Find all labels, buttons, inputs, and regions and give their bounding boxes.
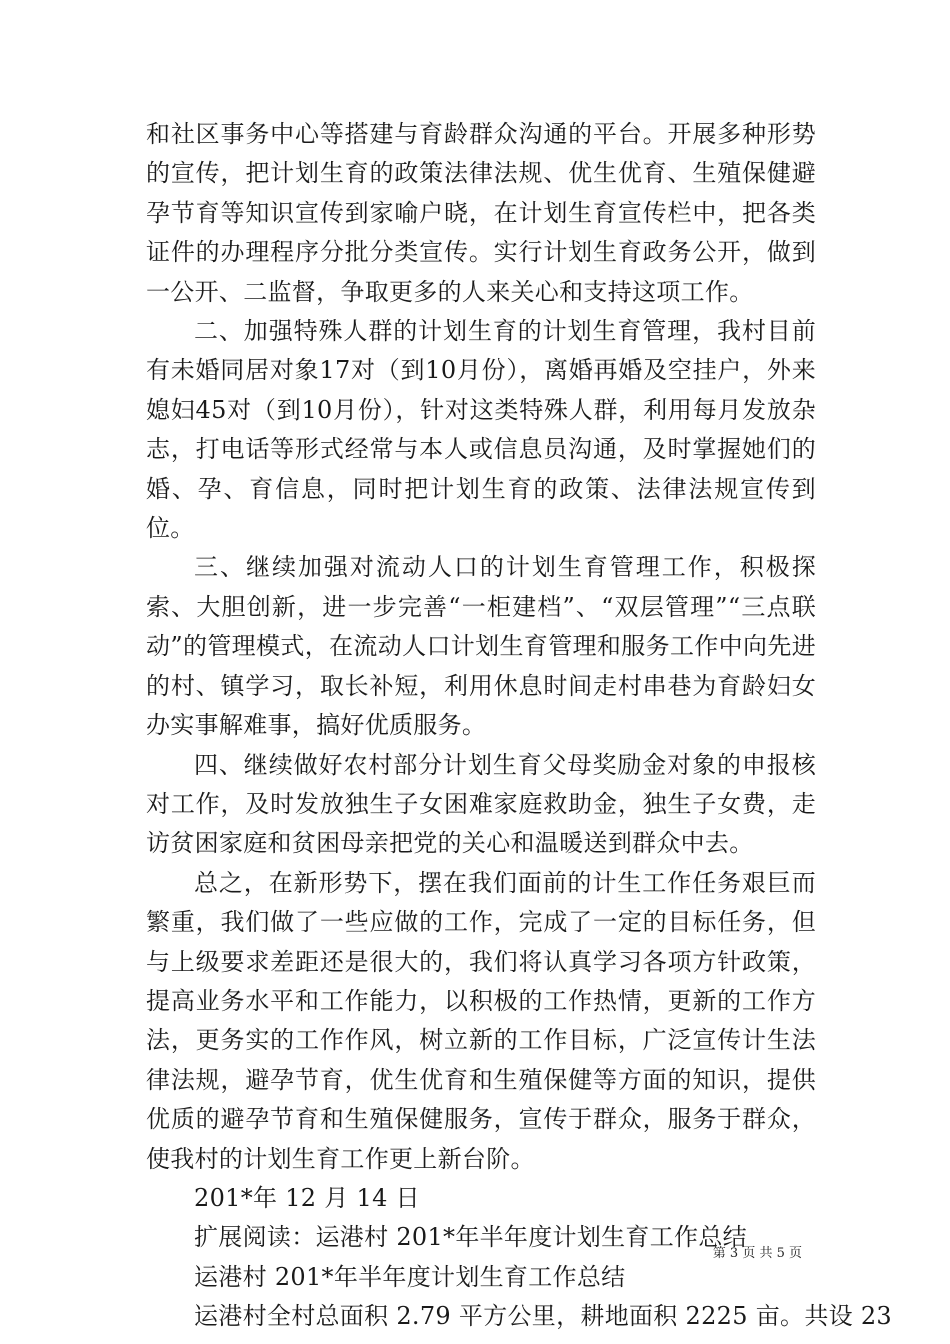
paragraph-intro-continuation: 和社区事务中心等搭建与育龄群众沟通的平台。开展多种形势的宣传，把计划生育的政策法律法规、优生优育、生殖保健避孕节育等知识宣传到家喻户晓，在计划生育宣传栏中，把各类证件的办理程序分批分类宣传。实行计划生育政务公开，做到一公开、二监督，争取更多的人来关心和支持这项工作。 (146, 120, 816, 306)
paragraph-summary: 总之，在新形势下，摆在我们面前的计生工作任务艰巨而繁重，我们做了一些应做的工作，完成了一定的目标任务，但与上级要求差距还是很大的，我们将认真学习各项方针政策，提高业务水平和工作能力，以积极的工作热情，更新的工作方法，更务实的工作作风，树立新的工作目标，广泛宣传计生法律法规，避孕节育，优生优育和生殖保健等方面的知识，提供优质的避孕节育和生殖保健服务，宣传于群众，服务于群众，使我村的计划生育工作更上新台阶。 (146, 868, 816, 1173)
extended-reading-line: 扩展阅读：运港村 201*年半年度计划生育工作总结 (194, 1223, 747, 1252)
document-body (146, 115, 892, 1337)
paragraph-floating-population: 三、继续加强对流动人口的计划生育管理工作，积极探索、大胆创新，进一步完善“一柜建档”、“双层管理”“三点联动”的管理模式，在流动人口计划生育管理和服务工作中向先进的村、镇学习，取长补短，利用休息时间走村串巷为育龄妇女办实事解难事，搞好优质服务。 (146, 553, 816, 740)
section-title: 运港村 201*年半年度计划生育工作总结 (194, 1262, 626, 1291)
paragraph-village-overview: 运港村全村总面积 2.79 平方公里，耕地面积 2225 亩。共设 23 (194, 1302, 892, 1331)
page-number-footer: 第 3 页 共 5 页 (712, 1246, 802, 1261)
date-line: 201*年 12 月 14 日 (194, 1183, 420, 1212)
paragraph-special-groups: 二、加强特殊人群的计划生育的计划生育管理，我村目前有未婚同居对象17对（到10月份），离婚再婚及空挂户，外来媳妇45对（到10月份），针对这类特殊人群，利用每月发放杂志，打电话等形式经常与本人或信息员沟通，及时掌握她们的婚、孕、育信息，同时把计划生育的政策、法律法规宣传到位。 (146, 317, 816, 543)
paragraph-rural-rewards: 四、继续做好农村部分计划生育父母奖励金对象的申报核对工作，及时发放独生子女困难家庭救助金，独生子女费，走访贫困家庭和贫困母亲把党的关心和温暖送到群众中去。 (146, 750, 816, 858)
